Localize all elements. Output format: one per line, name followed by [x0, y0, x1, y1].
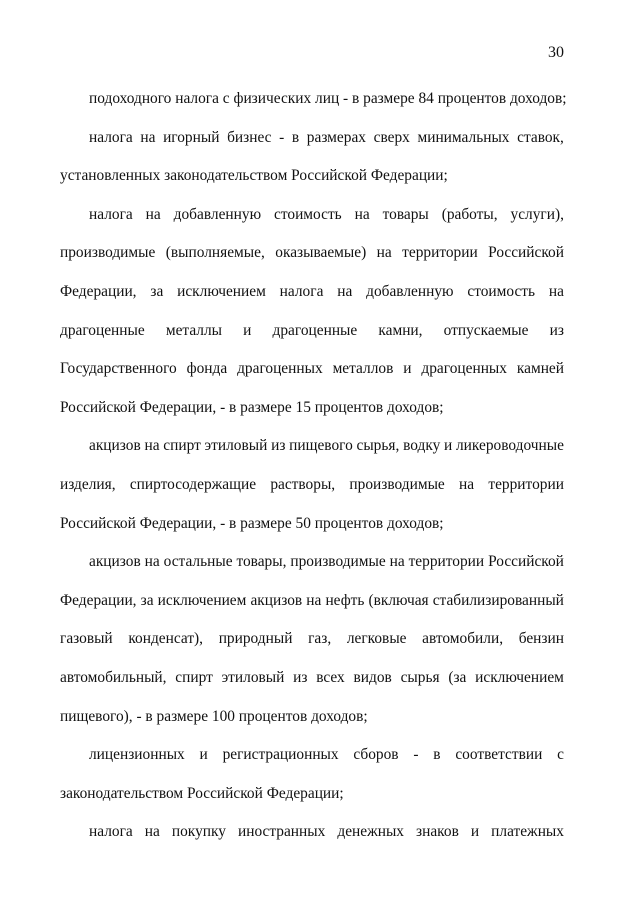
word: налога — [279, 282, 324, 300]
paragraph-income-tax — [60, 80, 567, 119]
word: из — [293, 668, 308, 686]
word: налога — [89, 823, 133, 841]
word: на — [144, 823, 160, 841]
paragraph-license-fees — [60, 736, 564, 813]
word: нефть — [325, 591, 365, 609]
word: на — [354, 205, 370, 223]
text-line: Российской Федерации, - в размере 50 процентов доходов; — [60, 514, 444, 532]
word: акцизов — [89, 553, 141, 571]
word: и — [403, 360, 412, 378]
word: с — [557, 746, 564, 764]
text-line — [60, 350, 564, 389]
word: камней — [516, 360, 564, 378]
word: на — [337, 282, 353, 300]
word: Российской — [488, 553, 564, 571]
word: исключением — [157, 591, 247, 609]
text-line — [60, 427, 564, 466]
word: стоимость — [467, 282, 536, 300]
word: налога — [89, 128, 133, 146]
word: спирт — [175, 668, 213, 686]
word: газовый — [60, 630, 113, 648]
word: ставок, — [517, 128, 564, 146]
word: на — [376, 244, 392, 262]
word: всех — [316, 668, 345, 686]
word: спиртосодержащие — [129, 475, 257, 493]
word: автомобильный, — [60, 668, 167, 686]
word: спирт — [163, 437, 201, 455]
paragraph-gambling-tax — [60, 119, 564, 196]
word: Федерации, — [60, 282, 137, 300]
word: платежных — [491, 823, 564, 841]
word: территории — [408, 553, 485, 571]
word: добавленную — [173, 205, 262, 223]
word: видов — [353, 668, 392, 686]
word: производимые — [60, 244, 156, 262]
word: товары — [382, 205, 429, 223]
word: налога — [89, 205, 133, 223]
word: фонда — [186, 360, 228, 378]
word: металлов — [332, 360, 394, 378]
word: драгоценных — [421, 360, 507, 378]
word: - — [279, 128, 285, 146]
word: драгоценные — [60, 321, 145, 339]
word: сборов — [353, 746, 399, 764]
word: товары, — [236, 553, 287, 571]
word: бизнес — [227, 128, 272, 146]
word: Федерации, — [60, 591, 137, 609]
word: исключением — [475, 668, 564, 686]
word: бензин — [518, 630, 564, 648]
word: лицензионных — [89, 746, 185, 764]
word: стабилизированный — [432, 591, 564, 609]
word: минимальных — [417, 128, 510, 146]
word: добавленную — [366, 282, 454, 300]
word: за — [140, 591, 154, 609]
word: услуги), — [510, 205, 564, 223]
word: на — [548, 282, 564, 300]
word: металлы — [165, 321, 222, 339]
word: в — [291, 128, 300, 146]
word: Государственного — [60, 360, 177, 378]
word: изделия, — [60, 475, 116, 493]
word: соответствии — [455, 746, 543, 764]
word: акцизов — [89, 437, 141, 455]
word: сырья, — [356, 437, 400, 455]
word: на — [144, 437, 160, 455]
word: газ, — [308, 630, 332, 648]
word: регистрационных — [222, 746, 339, 764]
word: (включая — [368, 591, 429, 609]
word: и — [470, 823, 480, 841]
text-line — [60, 466, 564, 505]
paragraph-currency-tax — [60, 813, 564, 852]
word: оказываемые) — [275, 244, 367, 262]
text-line: установленных законодательством Российской Федерации; — [60, 167, 448, 185]
paragraph-vat — [60, 196, 564, 428]
word: конденсат), — [128, 630, 204, 648]
word: на — [140, 128, 156, 146]
word: игорный — [163, 128, 220, 146]
word: драгоценных — [237, 360, 323, 378]
word: из — [549, 321, 564, 339]
text-line: законодательством Российской Федерации; — [60, 784, 344, 802]
word: этиловый — [204, 437, 268, 455]
word: территории — [488, 475, 564, 493]
word: исключением — [177, 282, 266, 300]
word: территории — [402, 244, 478, 262]
word: знаков — [416, 823, 459, 841]
word: в — [433, 746, 441, 764]
word: сырья — [400, 668, 440, 686]
word: и — [444, 437, 453, 455]
paragraph-excise-spirit — [60, 427, 564, 543]
word: покупку — [171, 823, 226, 841]
word: камни, — [378, 321, 423, 339]
word: на — [144, 553, 160, 571]
text-line — [60, 813, 564, 852]
word: (за — [448, 668, 467, 686]
word: из — [271, 437, 286, 455]
word: на — [389, 553, 405, 571]
text-line — [60, 659, 564, 698]
word: иностранных — [237, 823, 326, 841]
word: драгоценные — [272, 321, 358, 339]
text-line — [60, 620, 564, 659]
word: этиловый — [221, 668, 285, 686]
text-line — [60, 273, 564, 312]
word: (работы, — [441, 205, 498, 223]
text-line: подоходного налога с физических лиц - в размере 84 процентов доходов; — [89, 90, 567, 107]
word: за — [150, 282, 164, 300]
word: на — [459, 475, 475, 493]
text-line: пищевого), - в размере 100 процентов доходов; — [60, 707, 368, 725]
word: на — [145, 205, 161, 223]
text-line — [60, 736, 564, 775]
text-line — [60, 582, 564, 621]
text-line — [60, 234, 564, 273]
text-line — [60, 196, 564, 235]
text-line — [60, 543, 564, 582]
word: стоимость — [274, 205, 342, 223]
word: сверх — [373, 128, 410, 146]
word: растворы, — [270, 475, 336, 493]
word: производимые — [349, 475, 445, 493]
word: Российской — [488, 244, 564, 262]
word: автомобили, — [422, 630, 504, 648]
text-line — [60, 119, 564, 158]
word: и — [243, 321, 252, 339]
text-line: Российской Федерации, - в размере 15 процентов доходов; — [60, 398, 444, 416]
word: на — [306, 591, 322, 609]
word: ликероводочные — [456, 437, 564, 455]
word: отпускаемые — [443, 321, 529, 339]
word: легковые — [346, 630, 407, 648]
word: размерах — [306, 128, 366, 146]
word: - — [413, 746, 419, 764]
word: природный — [218, 630, 293, 648]
word: производимые — [290, 553, 386, 571]
document-body — [60, 80, 567, 852]
word: остальные — [163, 553, 233, 571]
word: акцизов — [250, 591, 303, 609]
word: (выполняемые, — [165, 244, 265, 262]
page-number: 30 — [548, 44, 564, 61]
word: водку — [403, 437, 441, 455]
text-line — [60, 312, 564, 351]
word: и — [199, 746, 208, 764]
word: пищевого — [289, 437, 353, 455]
paragraph-excise-other — [60, 543, 564, 736]
word: денежных — [337, 823, 404, 841]
